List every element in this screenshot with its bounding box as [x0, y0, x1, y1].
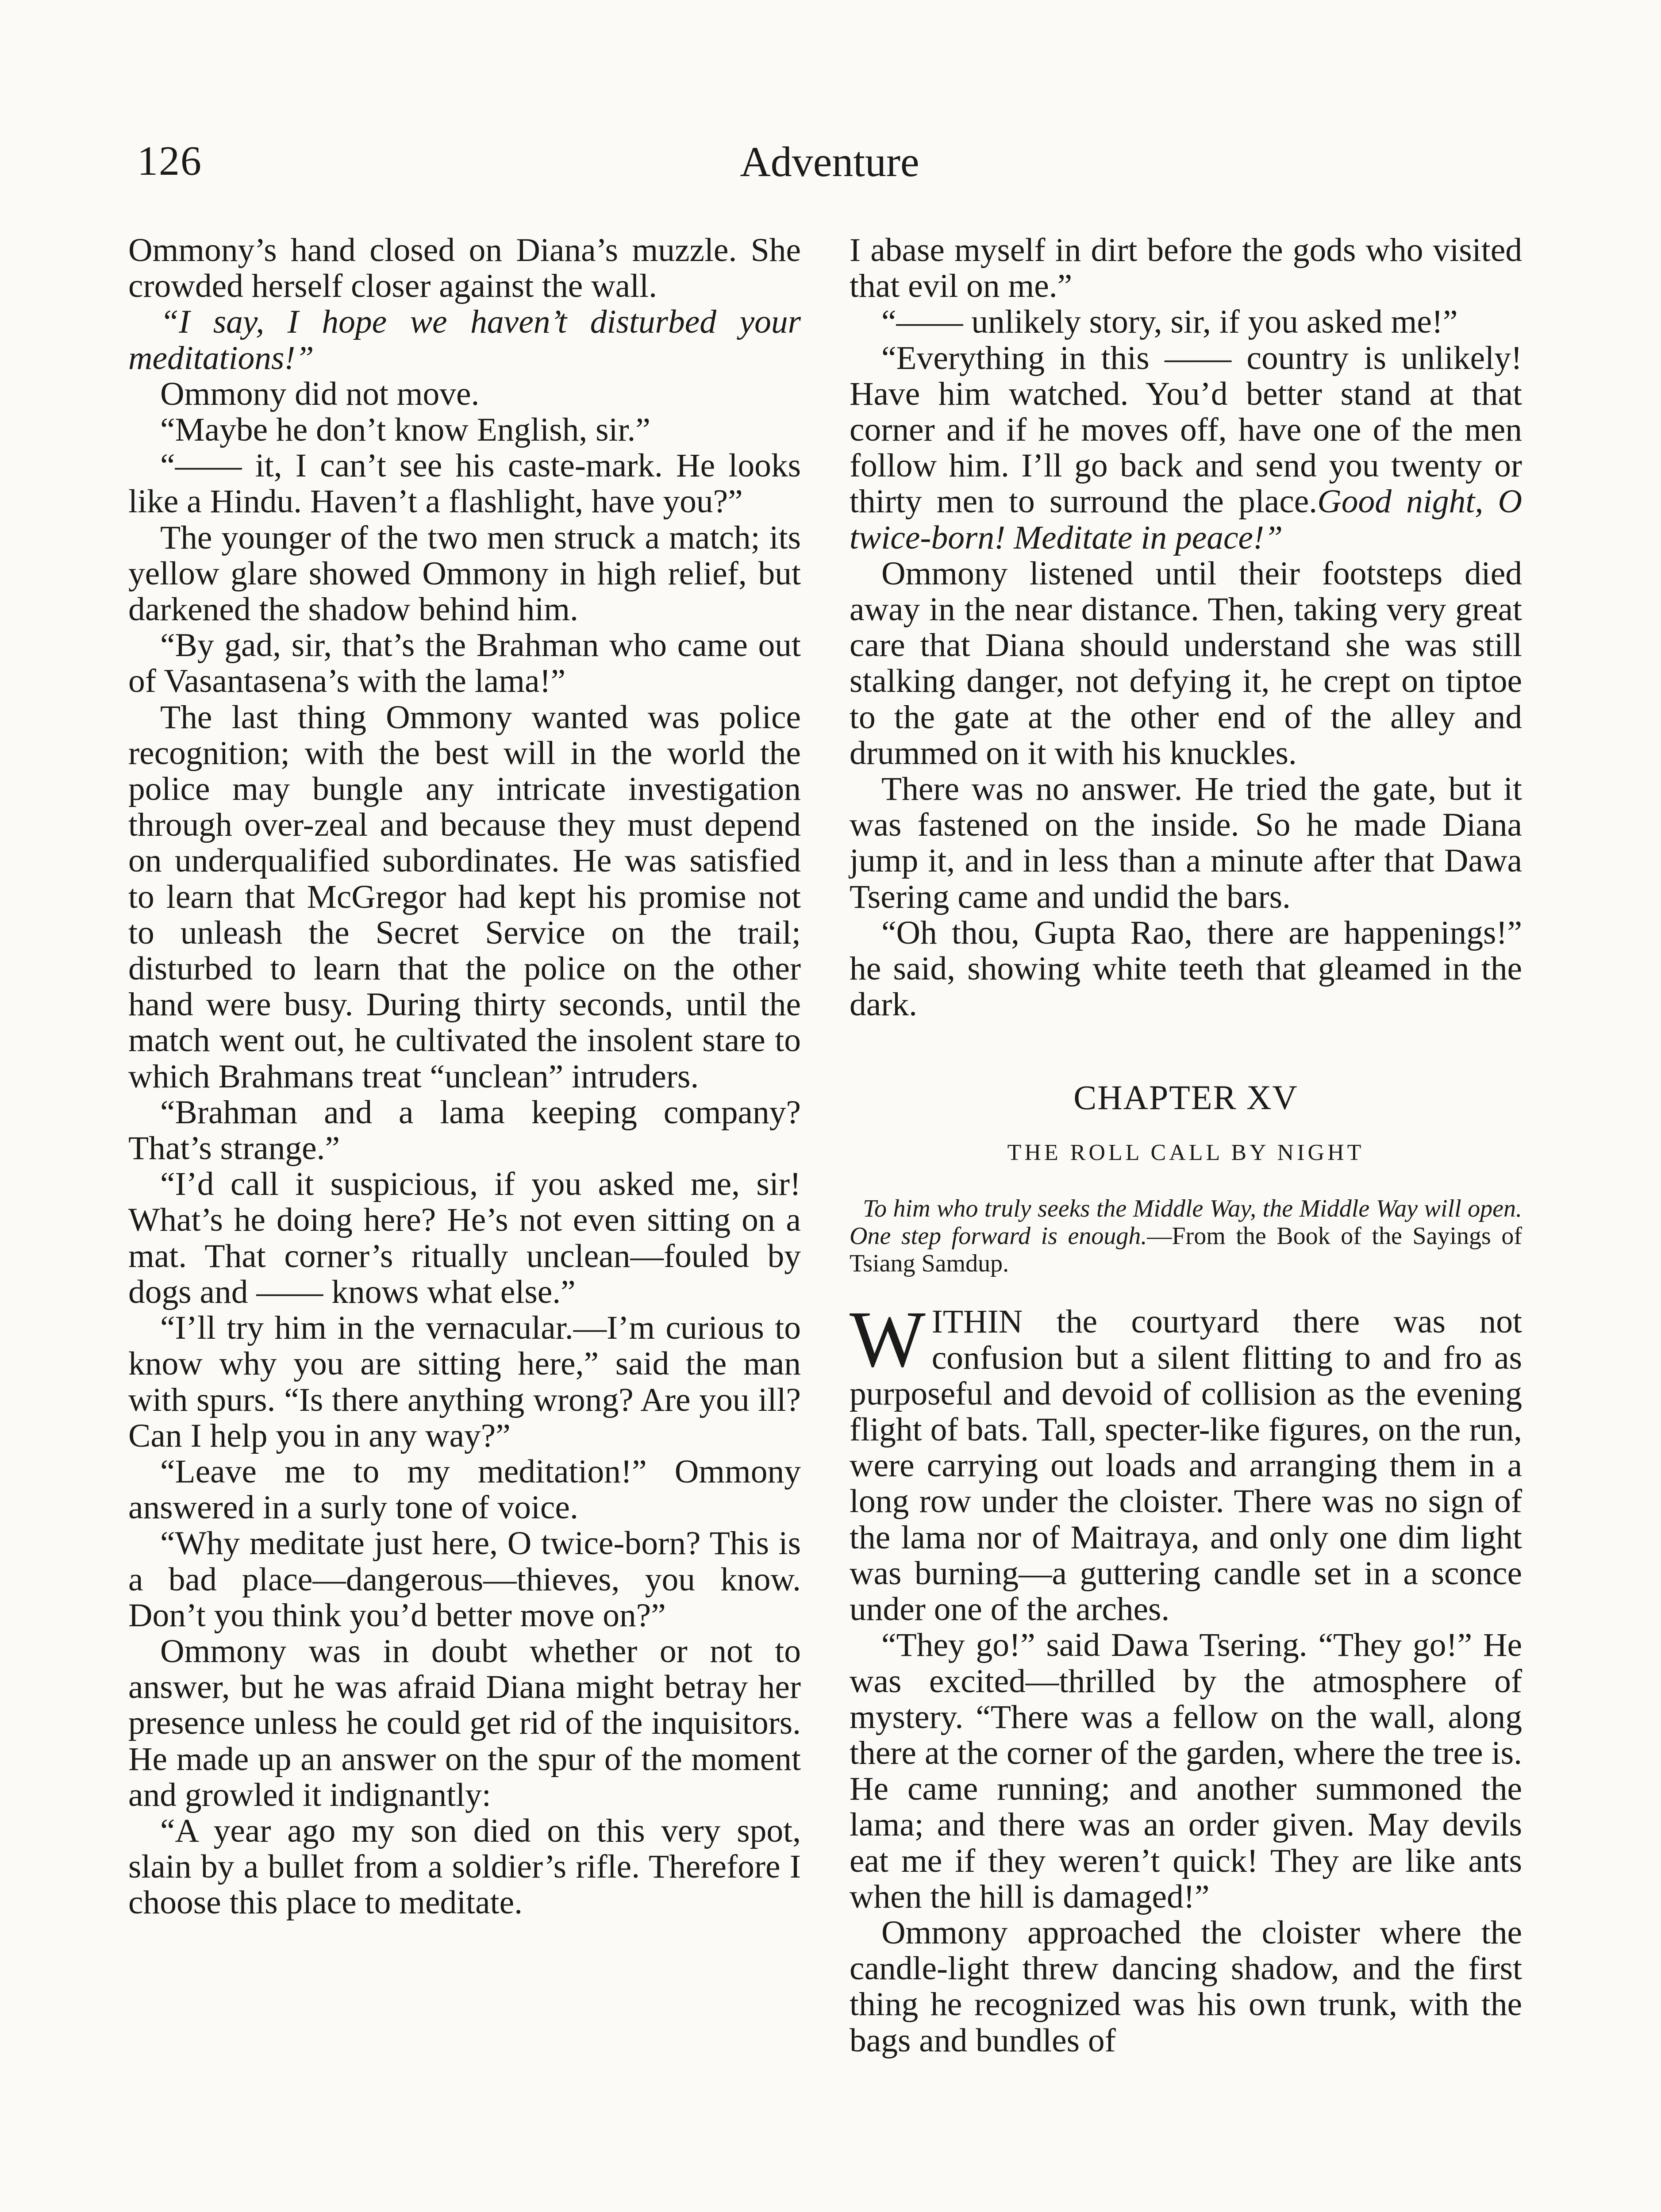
paragraph: “Leave me to my meditation!” Ommony answered in a surly tone of voice.	[128, 1453, 801, 1526]
paragraph: “Brahman and a lama keeping company? That’s strange.”	[128, 1094, 801, 1167]
paragraph	[850, 340, 1522, 556]
chapter-subtitle: THE ROLL CALL BY NIGHT	[1007, 1140, 1365, 1166]
paragraph	[850, 1295, 1522, 1628]
italic-farewell: Good night, O twice-born! Meditate in peace!”	[850, 483, 1523, 556]
paragraph: I abase myself in dirt before the gods who visited that evil on me.”	[850, 232, 1522, 305]
epigraph-quote: To him who truly seeks the Middle Way, the Middle Way will open. One step forward is enough.	[850, 1195, 1522, 1250]
paragraph: Ommony’s hand closed on Diana’s muzzle. She crowded herself closer against the wall.	[128, 232, 801, 305]
drop-cap: W	[850, 1295, 926, 1384]
paragraph: “—— it, I can’t see his caste-mark. He looks like a Hindu. Haven’t a flashlight, have you?”	[128, 447, 801, 520]
paragraph-text: ITHIN the courtyard there was not confusion but a silent flitting to and fro as purposeful and devoid of collision as the evening flight of bats. Tall, specter-like figures, on the run, were carrying out loads and arranging them in a long row under the cloister. There was no sign of the lama nor of Maitraya, and only one dim light was burning—a guttering candle set in a sconce under one of the arches.	[850, 1303, 1522, 1628]
epigraph	[850, 1195, 1522, 1277]
paragraph: Ommony listened until their footsteps died away in the near distance. Then, taking very great care that Diana should understand she was still stalking danger, not defying it, he crept on tiptoe to the gate at the other end of the alley and drummed on it with his knuckles.	[850, 555, 1522, 772]
paragraph: “They go!” said Dawa Tsering. “They go!” He was excited—thrilled by the atmosphere of mystery. “There was a fellow on the wall, along there at the corner of the garden, where the tree is. He came running; and another summoned the lama; and there was an order given. May devils eat me if they weren’t quick! They are like ants when the hill is damaged!”	[850, 1627, 1522, 1915]
paragraph: “—— unlikely story, sir, if you asked me!”	[881, 303, 1458, 341]
page-number: 126	[137, 138, 202, 184]
right-column	[850, 232, 1522, 2058]
page-header	[137, 137, 1522, 204]
paragraph: Ommony approached the cloister where the candle-light threw dancing shadow, and the first thing he recognized was his own trunk, with the bags and bundles of	[850, 1914, 1522, 2059]
paragraph: “I’ll try him in the vernacular.—I’m curious to know why you are sitting here,” said the man with spurs. “Is there anything wrong? Are you ill? Can I help you in any way?”	[128, 1310, 801, 1454]
paragraph: “I say, I hope we haven’t disturbed your meditations!”	[128, 303, 801, 376]
paragraph: The last thing Ommony wanted was police recognition; with the best will in the world the police may bungle any intricate investigation through over-zeal and because they must depend on underqualified subordinates. He was satisfied to learn that McGregor had kept his promise not to unleash the Secret Service on the trail; disturbed to learn that the police on the other hand were busy. During thirty seconds, until the match went out, he cultivated the insolent stare to which Brahmans treat “unclean” intruders.	[128, 699, 801, 1095]
running-title: Adventure	[740, 138, 919, 185]
paragraph: “Oh thou, Gupta Rao, there are happenings!” he said, showing white teeth that gleamed in the dark.	[850, 914, 1522, 1023]
paragraph: There was no answer. He tried the gate, but it was fastened on the inside. So he made Diana jump it, and in less than a minute after that Dawa Tsering came and undid the bars.	[850, 771, 1522, 915]
paragraph: “Why meditate just here, O twice-born? This is a bad place—dangerous—thieves, you know. Don’t you think you’d better move on?”	[128, 1525, 801, 1634]
paragraph: Ommony did not move.	[160, 375, 480, 412]
paragraph: “Maybe he don’t know English, sir.”	[160, 411, 650, 449]
left-column	[128, 232, 801, 1921]
paragraph: Ommony was in doubt whether or not to answer, but he was afraid Diana might betray her presence unless he could get rid of the inquisitors. He made up an answer on the spur of the moment and growled it indignantly:	[128, 1632, 801, 1813]
paragraph: The younger of the two men struck a match; its yellow glare showed Ommony in high relief, but darkened the shadow behind him.	[128, 519, 801, 628]
epigraph-source: —From the Book of the Sayings of Tsiang Samdup.	[850, 1222, 1522, 1278]
paragraph: “By gad, sir, that’s the Brahman who came out of Vasantasena’s with the lama!”	[128, 627, 801, 700]
paragraph-text: “Everything in this —— country is unlikely! Have him watched. You’d better stand at that corner and if he moves off, have one of the men follow him. I’ll go back and send you twenty or thirty men to surround the place.	[850, 339, 1522, 520]
chapter-title: CHAPTER XV	[1073, 1078, 1298, 1117]
paragraph: “A year ago my son died on this very spot, slain by a bullet from a soldier’s rifle. Therefore I choose this place to meditate.	[128, 1812, 801, 1921]
paragraph: “I’d call it suspicious, if you asked me, sir! What’s he doing here? He’s not even sitting on a mat. That corner’s ritually unclean—fouled by dogs and —— knows what else.”	[128, 1166, 801, 1310]
